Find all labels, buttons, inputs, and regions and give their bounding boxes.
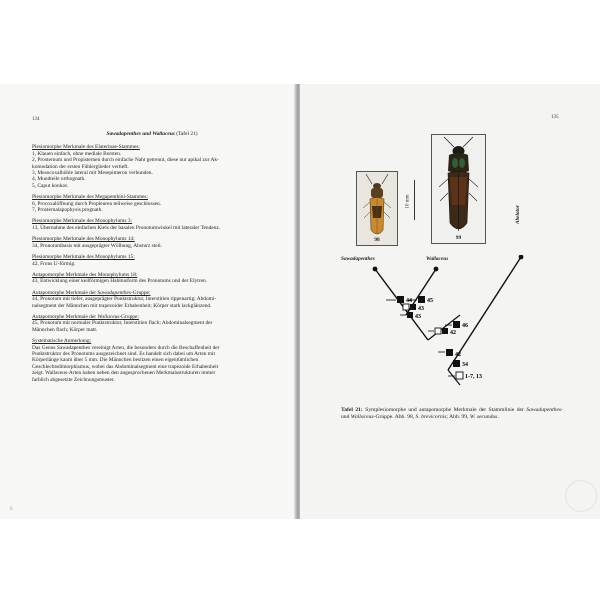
- text-line: nalsegment der Männchen mit trapezoider Erhabenheit; Körper stark lackglänzend.: [32, 302, 212, 309]
- text-line: komodation der ersten Fühlerglieder vertieft.: [32, 163, 129, 170]
- taxon-label-wallaceus: Wallaceus: [426, 256, 449, 262]
- beetle-photo-99: [431, 134, 486, 244]
- marker-42a: [428, 328, 448, 334]
- beetle-photo-98: [356, 171, 398, 246]
- text-line: Körperlänge kaum über 5 mm. Die Männchen besitzen einen eigentümlichen: [32, 357, 199, 364]
- page-title: [32, 131, 272, 137]
- caption-text: Symplesiomorphe und autapomorphe Merkmale der Stammlinie der: [362, 407, 527, 413]
- section-heading: Plesiomorphe Merkmale des Monophylums 15:: [32, 254, 135, 261]
- node-label-43a: 43: [418, 306, 424, 312]
- figure-number-99: 99: [455, 235, 462, 241]
- text-line: 7, Prosternalapophysis prognath.: [32, 207, 103, 214]
- text-line: Das Genus Sawadapenthes vereinigt Arten, die besonders durch die Beschaffenheit der: [32, 344, 220, 351]
- section-heading: Plesiomorphe Merkmale des Monophylums 3:: [32, 218, 133, 225]
- section-megapenthini: [32, 194, 272, 213]
- caption-taxon: Wallaceus: [350, 413, 374, 420]
- text-line: 45, Pronotum mit normaler Punktstruktur, Interstitien flach; Abdominalsegment der: [32, 320, 213, 327]
- text-line: 42, Frons U-förmig.: [32, 260, 76, 267]
- section-monophylum-15: [32, 254, 272, 267]
- section-monophylum-14: [32, 236, 272, 249]
- beetle-99-drawing: [432, 135, 485, 243]
- section-wallaceus-group: [32, 314, 272, 333]
- caption-text: ; Abb. 99,: [446, 413, 470, 420]
- heading-part: Autapomorphe Merkmale der: [32, 313, 98, 320]
- title-suffix: (Tafel 21): [174, 131, 198, 137]
- node-label-44: 44: [406, 298, 412, 304]
- section-monophylum-3: [32, 218, 272, 231]
- taxon-label-abelator: Abelator: [515, 205, 521, 224]
- caption-species: W. secundus: [469, 413, 498, 420]
- section-heading: Plesiomorphe Merkmale des Monophylums 14:: [32, 236, 135, 243]
- figure-number-98: 98: [374, 237, 380, 243]
- text-line: 6, Procoxalöffnung durch Propleuren teilweise geschlossen.: [32, 200, 162, 207]
- text-line: farblich abgesetzte Zeichnungsmuster.: [32, 376, 115, 383]
- cladogram: [340, 255, 540, 390]
- text-line: 34, Pronotumbasis mit ausgeprägter Wölbung, Absturz steil.: [32, 242, 163, 249]
- caption-text: - und: [341, 407, 563, 420]
- title-italic: Sawadapenthes und Wallaceus: [106, 131, 175, 137]
- text-line: Punktstruktur des Pronotums ausgezeichnet sind. Es handelt sich dabei um Arten mit: [32, 350, 215, 357]
- beetle-98-drawing: [357, 172, 397, 245]
- text-line: 4, Mundteile orthognath.: [32, 176, 86, 183]
- node-label-43b: 43: [415, 314, 421, 320]
- caption-species: S. brevicornis: [415, 413, 447, 420]
- node-label-1-7-13: 1-7, 13: [465, 374, 482, 380]
- text-line: 5, Caput konkav.: [32, 182, 69, 189]
- heading-part: -Gruppe:: [130, 289, 151, 296]
- taxon-label-sawadapenthes: Sawadapenthes: [341, 256, 375, 262]
- marker-34: [453, 360, 460, 367]
- heading-taxon: Sawadapenthes: [97, 289, 131, 296]
- section-heading: Systematische Anmerkung:: [32, 338, 92, 345]
- figure-caption: [341, 407, 563, 421]
- caption-label: Tafel 21:: [341, 407, 363, 413]
- node-label-34: 34: [462, 362, 468, 368]
- section-sawadapenthes-group: [32, 290, 272, 309]
- caption-text: -Gruppe. Abb. 98,: [373, 413, 416, 420]
- page-number-right: 135: [551, 115, 559, 120]
- branch-sawadapenthes: [375, 269, 428, 340]
- text-line: Männchen flach; Körper matt.: [32, 326, 98, 333]
- text-line: 43, Entwicklung einer keilförmigen Habitusform des Pronotums und der Elytren.: [32, 278, 208, 285]
- caption-text: .: [497, 413, 499, 420]
- caption-taxon: Sawadapenthes: [526, 407, 562, 413]
- footer-mark: 6: [10, 507, 13, 512]
- section-heading: Autapomorphe Merkmale des Monophylums 18:: [32, 271, 138, 278]
- section-systematic-note: [32, 338, 272, 383]
- scale-bar: [414, 180, 415, 220]
- section-heading: Plesiomorphe Merkmale des Elaterinae-Stammes:: [32, 144, 140, 151]
- node-label-45: 45: [427, 298, 433, 304]
- text-line: 1, Klauen einfach, ohne mediale Borsten.: [32, 150, 122, 157]
- heading-part: Autapomorphe Merkmale der: [32, 289, 98, 296]
- scale-label: 10 mm: [405, 194, 411, 209]
- text-line: 44, Pronotum mit tiefer, ausgeprägter Punktstruktur, Interstitien rippenartig; Abdomi-: [32, 296, 217, 303]
- heading-taxon: Wallaceus: [97, 313, 120, 320]
- section-monophylum-18: [32, 272, 272, 285]
- node-label-42b: 42: [455, 352, 461, 358]
- section-heading: Plesiomorphe Merkmale des Megapenthini-Stammes:: [32, 194, 149, 201]
- text-line: 3, Mesocoxalhöhle lateral mit Mesepimeron verbunden.: [32, 170, 153, 177]
- page-number-left: 134: [32, 117, 40, 122]
- text-line: 2, Prosternum und Propisternen durch einfache Naht getrennt, diese nur apikal zur Ak-: [32, 157, 219, 164]
- marker-42b: [438, 349, 453, 356]
- node-label-46: 46: [462, 323, 468, 329]
- marker-44: [386, 296, 404, 303]
- library-stamp-watermark: [565, 480, 597, 512]
- heading-part: -Gruppe:: [119, 313, 139, 320]
- left-page-text: [32, 131, 272, 383]
- node-label-42a: 42: [450, 330, 456, 336]
- section-elaterinae: [32, 144, 272, 189]
- text-line: zeigt. Wallaceus-Arten haben neben den angesprochenen Merkmalsstrukturen immer: [32, 370, 216, 377]
- text-line: Geschlechtsdimorphismus, wobei das Abdominalsegment eine trapezoide Erhabenheit: [32, 363, 219, 370]
- text-line: 13, Übernahme des einfachen Kiels der basalen Pronotumwinkel mit lateraler Tendenz.: [32, 224, 221, 231]
